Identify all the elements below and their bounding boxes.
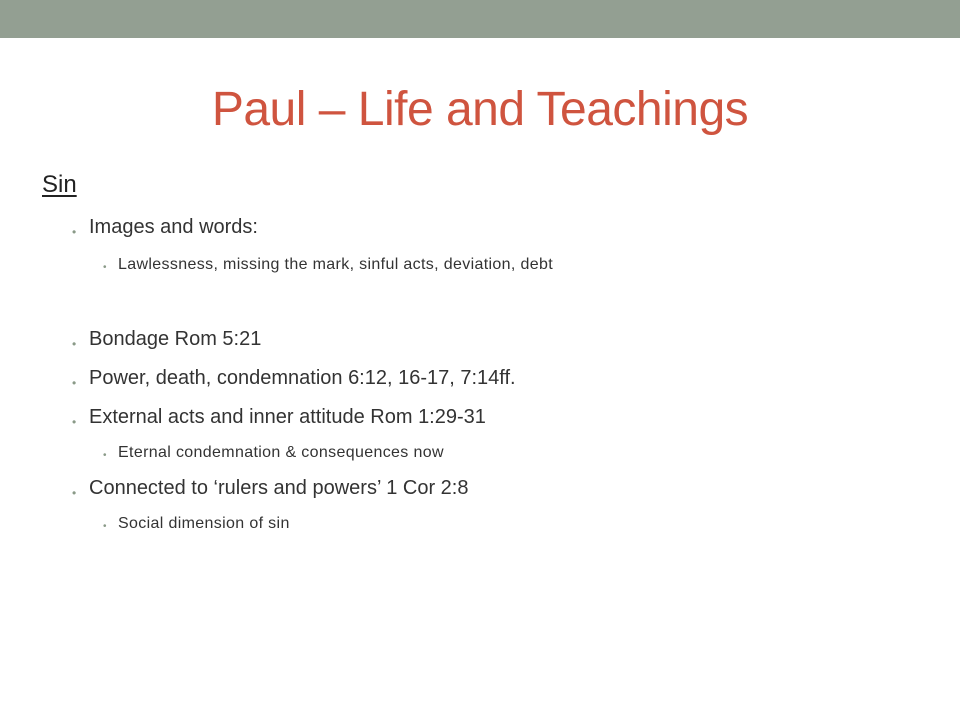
bullet-text: Images and words:	[89, 216, 258, 238]
bullet-text: Bondage Rom 5:21	[89, 328, 262, 350]
sub-bullet-text: Eternal condemnation & consequences now	[118, 444, 444, 461]
bullet-marker-icon: •	[72, 337, 77, 351]
bullet-marker-icon: •	[72, 486, 77, 500]
sub-bullet-text: Social dimension of sin	[118, 515, 290, 532]
bullet-marker-icon: •	[72, 376, 77, 390]
sub-bullet-text: Lawlessness, missing the mark, sinful acts, deviation, debt	[118, 256, 554, 273]
bullet-text: Power, death, condemnation 6:12, 16-17, 7:14ff.	[89, 367, 516, 389]
top-accent-bar	[0, 0, 960, 38]
bullet-marker-icon: •	[72, 225, 77, 239]
bullet-marker-icon: •	[72, 415, 77, 429]
bullet-text: Connected to ‘rulers and powers’ 1 Cor 2:8	[89, 477, 469, 499]
slide-title: Paul – Life and Teachings	[211, 83, 749, 136]
bullet-marker-icon: •	[103, 262, 107, 273]
bullet-marker-icon: •	[103, 521, 107, 532]
bullet-marker-icon: •	[103, 450, 107, 461]
bullet-text: External acts and inner attitude Rom 1:29-31	[89, 406, 486, 428]
section-heading: Sin	[42, 171, 77, 198]
